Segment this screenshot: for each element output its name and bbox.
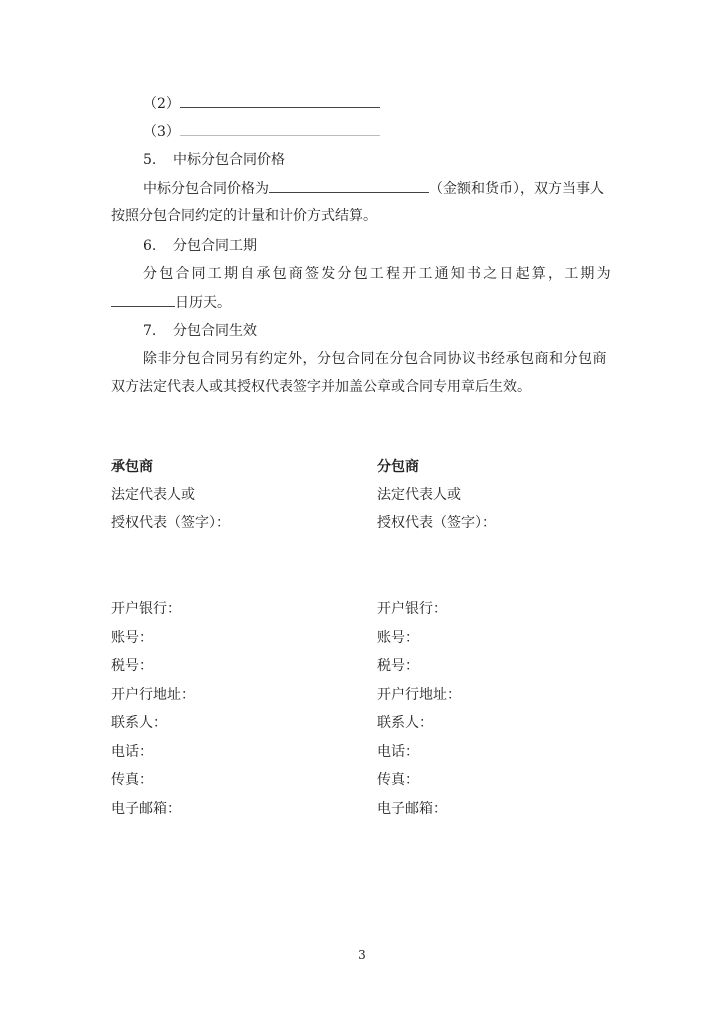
section-5-number: 5.: [143, 152, 157, 168]
subcontractor-tax-field[interactable]: 税号：: [377, 658, 419, 674]
section-7-line-1: 除非分包合同另有约定外，分包合同在分包合同协议书经承包商和分包商: [143, 351, 607, 367]
item-2-blank[interactable]: [180, 93, 380, 108]
section-7-title: 分包合同生效: [173, 323, 257, 339]
section-5-heading: [143, 150, 285, 170]
section-6-number: 6.: [143, 238, 157, 254]
section-5-text-a: 中标分包合同价格为: [143, 181, 269, 197]
contractor-email-field[interactable]: 电子邮箱：: [111, 801, 181, 817]
section-5-line-2: 按照分包合同约定的计量和计价方式结算。: [111, 208, 377, 224]
contractor-account-field[interactable]: 账号：: [111, 630, 153, 646]
contractor-bank-address-field[interactable]: 开户行地址：: [111, 687, 195, 703]
section-6-line-2: [111, 292, 231, 313]
section-6-line-1: 分包合同工期自承包商签发分包工程开工通知书之日起算，工期为: [143, 266, 613, 282]
subcontractor-fax-field[interactable]: 传真：: [377, 772, 419, 788]
subcontractor-bank-address-field[interactable]: 开户行地址：: [377, 687, 461, 703]
section-5-title: 中标分包合同价格: [173, 152, 285, 168]
subcontractor-account-field[interactable]: 账号：: [377, 630, 419, 646]
item-3-blank[interactable]: [180, 121, 380, 136]
duration-blank[interactable]: [111, 292, 175, 307]
contractor-bank-field[interactable]: 开户银行：: [111, 601, 181, 617]
contractor-phone-field[interactable]: 电话：: [111, 744, 153, 760]
contractor-party-label: 承包商: [111, 459, 153, 475]
section-6-text: 日历天。: [175, 295, 231, 311]
section-6-heading: [143, 236, 257, 256]
contractor-contact-field[interactable]: 联系人：: [111, 715, 167, 731]
item-3-line: [143, 121, 380, 142]
section-7-line-2: 双方法定代表人或其授权代表签字并加盖公章或合同专用章后生效。: [111, 379, 531, 395]
contractor-signature-field[interactable]: 授权代表（签字）：: [111, 515, 230, 531]
page-number: 3: [358, 948, 366, 962]
contractor-fax-field[interactable]: 传真：: [111, 772, 153, 788]
subcontractor-signature-field[interactable]: 授权代表（签字）：: [377, 515, 496, 531]
item-3-label: （3）: [143, 124, 180, 140]
subcontractor-bank-field[interactable]: 开户银行：: [377, 601, 447, 617]
subcontractor-rep-line-1: 法定代表人或: [377, 487, 461, 503]
section-5-text-b: （金额和货币），双方当事人: [429, 181, 604, 197]
item-2-label: （2）: [143, 96, 180, 112]
subcontractor-party-label: 分包商: [377, 459, 419, 475]
subcontractor-contact-field[interactable]: 联系人：: [377, 715, 433, 731]
price-blank[interactable]: [269, 178, 429, 193]
section-7-number: 7.: [143, 323, 157, 339]
subcontractor-email-field[interactable]: 电子邮箱：: [377, 801, 447, 817]
item-2-line: [143, 93, 380, 114]
section-7-heading: [143, 321, 257, 341]
contractor-tax-field[interactable]: 税号：: [111, 658, 153, 674]
section-6-title: 分包合同工期: [173, 238, 257, 254]
section-5-line-1: [143, 178, 604, 199]
subcontractor-phone-field[interactable]: 电话：: [377, 744, 419, 760]
contractor-rep-line-1: 法定代表人或: [111, 487, 195, 503]
